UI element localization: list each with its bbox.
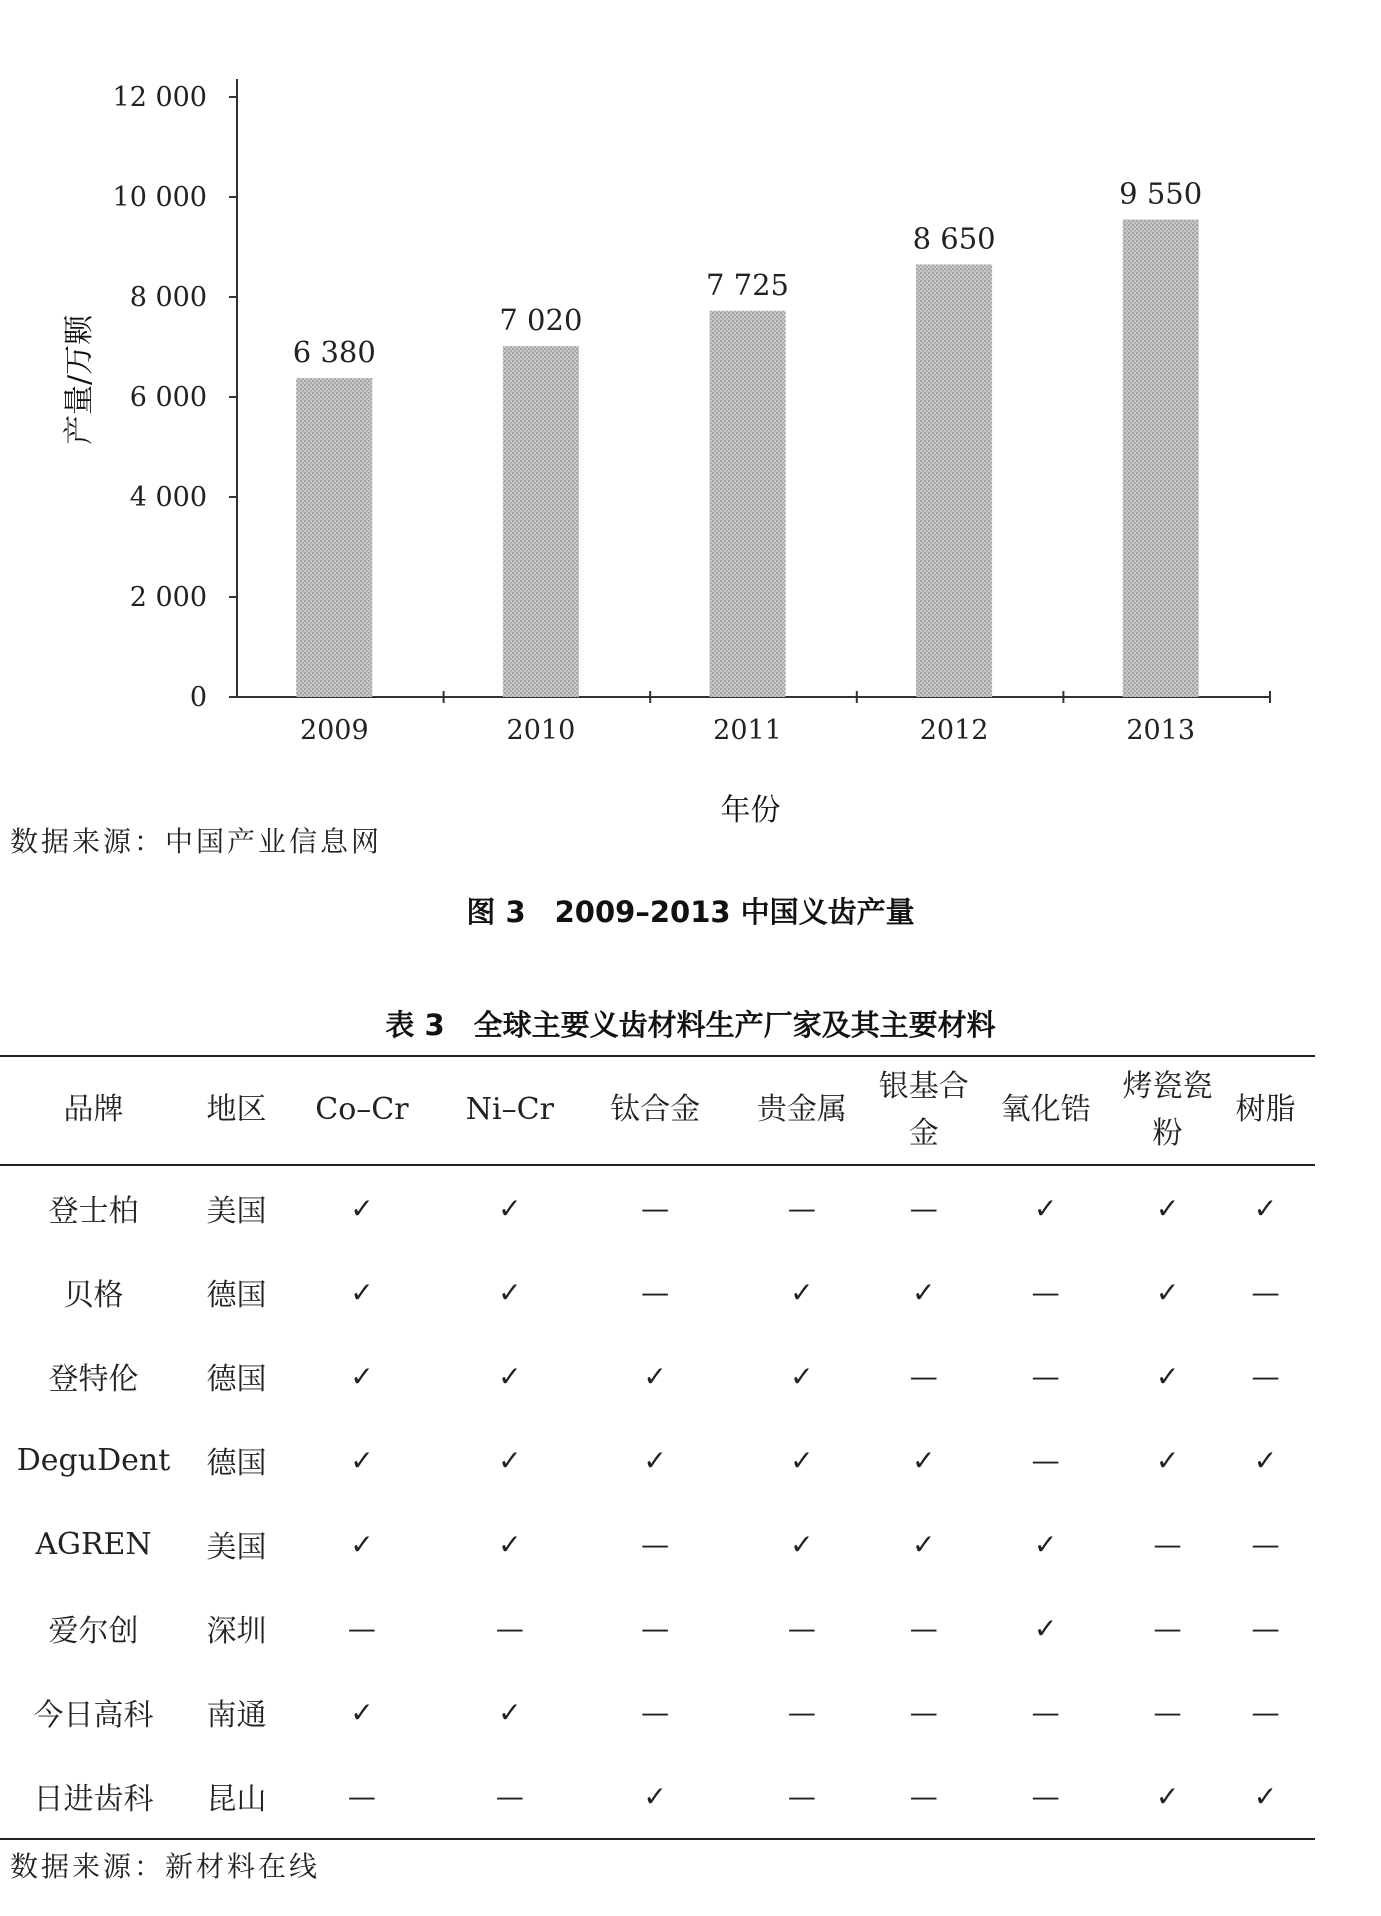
region-cell: 南通 bbox=[206, 1698, 267, 1733]
region-cell: 美国 bbox=[206, 1194, 267, 1229]
material-mark-cell: ✓ bbox=[498, 1359, 522, 1393]
table-row bbox=[0, 1502, 1315, 1586]
material-mark-cell: — bbox=[1251, 1275, 1280, 1309]
data-label: 9 550 bbox=[1119, 176, 1203, 211]
material-mark-cell: ✓ bbox=[912, 1527, 936, 1561]
column-header: 贵金属 bbox=[729, 1056, 876, 1165]
data-label: 8 650 bbox=[912, 221, 996, 256]
x-tick-label: 2009 bbox=[299, 715, 369, 746]
y-axis-title-text: 产量/万颗 bbox=[62, 314, 97, 445]
brand-cell: 爱尔创 bbox=[48, 1614, 139, 1649]
brand-cell: 登特伦 bbox=[48, 1362, 139, 1397]
material-mark-cell: — bbox=[1251, 1695, 1280, 1729]
data-label: 7 725 bbox=[705, 267, 790, 302]
material-mark-cell: — bbox=[787, 1191, 816, 1225]
region-cell: 昆山 bbox=[187, 1754, 286, 1839]
x-tick-label: 2012 bbox=[919, 715, 989, 746]
material-mark-cell: — bbox=[787, 1611, 816, 1645]
material-mark-cell: ✓ bbox=[498, 1443, 522, 1477]
material-mark-cell: ✓ bbox=[1033, 1527, 1058, 1561]
material-mark-cell: — bbox=[909, 1611, 938, 1645]
column-header: Co–Cr bbox=[286, 1056, 438, 1165]
bar-2011 bbox=[710, 311, 786, 697]
material-mark-cell: — bbox=[1251, 1359, 1280, 1393]
material-mark-cell: — bbox=[286, 1754, 438, 1839]
material-mark-cell: ✓ bbox=[643, 1359, 667, 1393]
material-mark-cell: ✓ bbox=[790, 1275, 814, 1309]
y-tick-label: 0 bbox=[189, 682, 207, 713]
figure-caption: 图 3 2009–2013 中国义齿产量 bbox=[466, 895, 915, 929]
table-row bbox=[0, 1418, 1315, 1502]
column-header: 银基合金 bbox=[875, 1056, 972, 1165]
brand-cell: 登士柏 bbox=[48, 1194, 139, 1229]
chart-labels bbox=[113, 82, 1203, 746]
table-row bbox=[0, 1250, 1315, 1334]
column-header: Ni–Cr bbox=[438, 1056, 582, 1165]
material-mark-cell: — bbox=[641, 1275, 670, 1309]
material-mark-cell: ✓ bbox=[1155, 1359, 1180, 1393]
x-tick-label: 2011 bbox=[713, 715, 782, 746]
column-header: 品牌 bbox=[0, 1056, 187, 1165]
table-source: 数据来源：新材料在线 bbox=[10, 1850, 321, 1883]
material-mark-cell: — bbox=[438, 1754, 582, 1839]
material-mark-cell: — bbox=[1153, 1695, 1182, 1729]
region-cell: 德国 bbox=[206, 1446, 267, 1481]
figure-source: 数据来源：中国产业信息网 bbox=[10, 825, 383, 858]
material-mark-cell: — bbox=[1153, 1527, 1182, 1561]
column-header: 树脂 bbox=[1216, 1056, 1315, 1165]
region-cell: 美国 bbox=[206, 1530, 267, 1565]
table-row bbox=[0, 1754, 1315, 1839]
material-mark-cell: — bbox=[1251, 1611, 1280, 1645]
material-mark-cell: ✓ bbox=[1119, 1754, 1216, 1839]
table-row bbox=[0, 1586, 1315, 1670]
material-mark-cell: — bbox=[1031, 1695, 1060, 1729]
column-header: 钛合金 bbox=[582, 1056, 729, 1165]
table-row bbox=[0, 1670, 1315, 1754]
table-body bbox=[0, 1165, 1315, 1839]
material-mark-cell: ✓ bbox=[350, 1443, 374, 1477]
material-mark-cell: — bbox=[1153, 1611, 1182, 1645]
material-mark-cell: — bbox=[1031, 1443, 1060, 1477]
material-mark-cell: — bbox=[875, 1754, 972, 1839]
brand-cell: 今日高科 bbox=[33, 1698, 154, 1733]
material-mark-cell: — bbox=[1031, 1275, 1060, 1309]
table-header-row bbox=[0, 1056, 1315, 1165]
material-mark-cell: — bbox=[972, 1754, 1119, 1839]
y-tick-label: 10 000 bbox=[112, 182, 207, 213]
brand-cell: DeguDent bbox=[16, 1442, 171, 1478]
material-mark-cell: ✓ bbox=[643, 1443, 667, 1477]
x-tick-label: 2010 bbox=[506, 715, 576, 746]
material-mark-cell: ✓ bbox=[1033, 1611, 1058, 1645]
y-tick-label: 2 000 bbox=[129, 582, 207, 613]
material-mark-cell: — bbox=[495, 1611, 524, 1645]
material-mark-cell: — bbox=[729, 1754, 876, 1839]
column-header: 烤瓷瓷粉 bbox=[1119, 1056, 1216, 1165]
material-mark-cell: ✓ bbox=[790, 1443, 814, 1477]
bar-chart bbox=[0, 0, 1381, 760]
brand-cell: 日进齿科 bbox=[0, 1754, 187, 1839]
material-mark-cell: ✓ bbox=[790, 1359, 814, 1393]
material-mark-cell: — bbox=[909, 1695, 938, 1729]
material-mark-cell: — bbox=[347, 1611, 376, 1645]
material-mark-cell: ✓ bbox=[350, 1695, 374, 1729]
material-mark-cell: ✓ bbox=[912, 1443, 936, 1477]
y-tick-label: 4 000 bbox=[129, 482, 207, 513]
material-mark-cell: — bbox=[641, 1527, 670, 1561]
material-mark-cell: ✓ bbox=[1155, 1191, 1180, 1225]
bar-2009 bbox=[296, 378, 372, 697]
material-mark-cell: ✓ bbox=[790, 1527, 814, 1561]
bar-2012 bbox=[916, 265, 992, 698]
region-cell: 德国 bbox=[206, 1278, 267, 1313]
material-mark-cell: ✓ bbox=[350, 1359, 374, 1393]
y-tick-label: 12 000 bbox=[112, 82, 207, 113]
material-mark-cell: ✓ bbox=[498, 1275, 522, 1309]
y-tick-label: 8 000 bbox=[129, 282, 207, 313]
region-cell: 德国 bbox=[206, 1362, 267, 1397]
brand-cell: 贝格 bbox=[63, 1278, 124, 1313]
bar-2013 bbox=[1123, 220, 1199, 698]
brand-cell: AGREN bbox=[35, 1526, 152, 1562]
material-mark-cell: ✓ bbox=[1216, 1754, 1315, 1839]
materials-table bbox=[0, 1055, 1315, 1840]
x-axis-title: 年份 bbox=[720, 793, 781, 828]
material-mark-cell: — bbox=[787, 1695, 816, 1729]
material-mark-cell: ✓ bbox=[1033, 1191, 1058, 1225]
material-mark-cell: ✓ bbox=[350, 1275, 374, 1309]
material-mark-cell: ✓ bbox=[582, 1754, 729, 1839]
material-mark-cell: — bbox=[1251, 1527, 1280, 1561]
material-mark-cell: — bbox=[641, 1695, 670, 1729]
y-tick-label: 6 000 bbox=[129, 382, 207, 413]
table-caption: 表 3 全球主要义齿材料生产厂家及其主要材料 bbox=[385, 1008, 996, 1042]
material-mark-cell: ✓ bbox=[498, 1191, 522, 1225]
data-label: 7 020 bbox=[499, 303, 583, 337]
region-cell: 深圳 bbox=[206, 1614, 267, 1649]
material-mark-cell: ✓ bbox=[1155, 1443, 1180, 1477]
material-mark-cell: ✓ bbox=[350, 1191, 374, 1225]
column-header: 氧化锆 bbox=[972, 1056, 1119, 1165]
material-mark-cell: — bbox=[641, 1611, 670, 1645]
material-mark-cell: — bbox=[909, 1191, 938, 1225]
material-mark-cell: ✓ bbox=[1253, 1443, 1278, 1477]
bar-2010 bbox=[503, 346, 579, 697]
material-mark-cell: ✓ bbox=[1155, 1275, 1180, 1309]
material-mark-cell: — bbox=[641, 1191, 670, 1225]
table-row bbox=[0, 1165, 1315, 1250]
material-mark-cell: — bbox=[909, 1359, 938, 1393]
material-mark-cell: ✓ bbox=[350, 1527, 374, 1561]
material-mark-cell: ✓ bbox=[1253, 1191, 1278, 1225]
material-mark-cell: ✓ bbox=[498, 1695, 522, 1729]
material-mark-cell: ✓ bbox=[912, 1275, 936, 1309]
column-header: 地区 bbox=[187, 1056, 286, 1165]
material-mark-cell: — bbox=[1031, 1359, 1060, 1393]
data-label: 6 380 bbox=[292, 335, 376, 369]
x-tick-label: 2013 bbox=[1126, 715, 1196, 746]
table-row bbox=[0, 1334, 1315, 1418]
material-mark-cell: ✓ bbox=[498, 1527, 522, 1561]
